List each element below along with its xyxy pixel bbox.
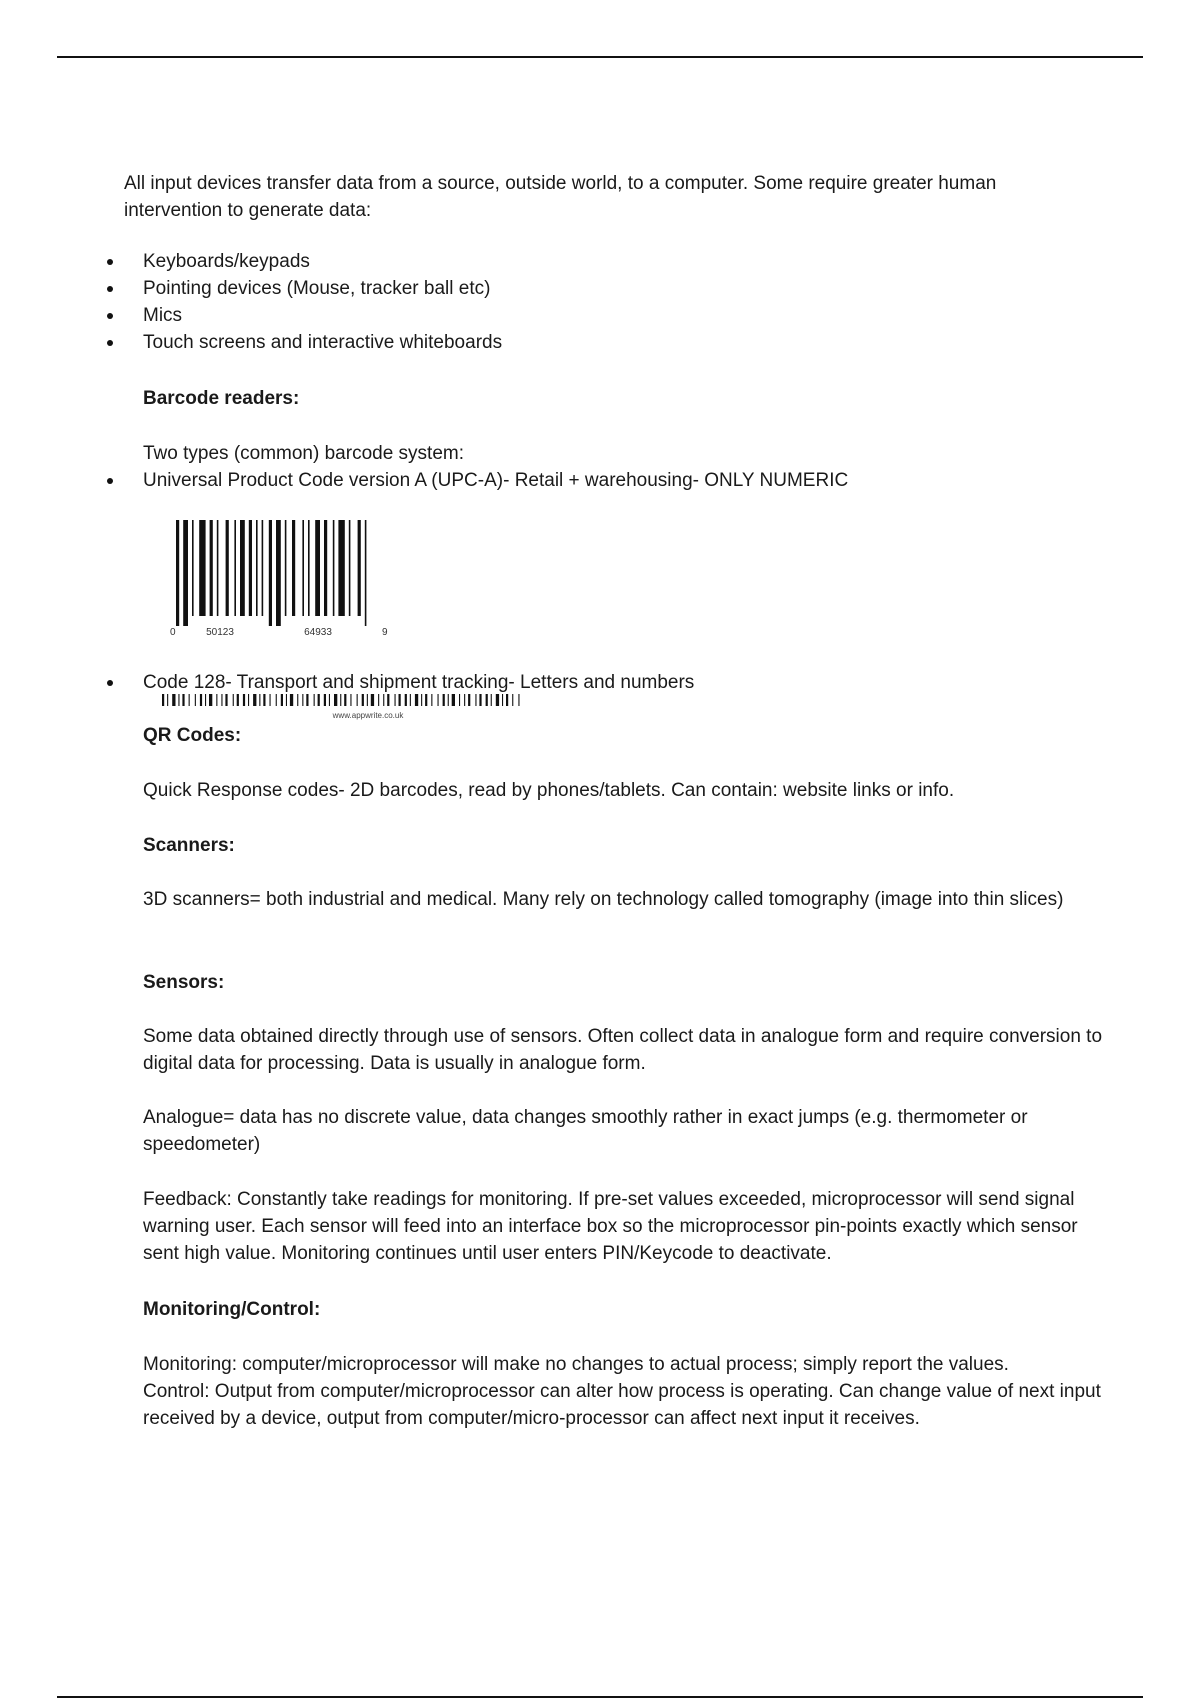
code128-bar — [306, 694, 308, 706]
code128-bar — [216, 694, 217, 706]
upc-bar — [256, 520, 258, 616]
code128-bar — [425, 694, 427, 706]
code128-list — [104, 669, 1104, 696]
code128-bar — [438, 694, 439, 706]
code128-bar — [475, 694, 476, 706]
code128-bar — [297, 694, 298, 706]
code128-bar — [496, 694, 499, 706]
scanners-heading: Scanners: — [143, 835, 235, 856]
upc-bar — [315, 520, 320, 616]
code128-bar — [200, 694, 202, 706]
upc-digit-first: 0 — [170, 627, 176, 638]
upc-bar — [292, 520, 295, 616]
code128-bar — [350, 694, 351, 706]
sensors-text: Some data obtained directly through use of sensors. Often collect data in analogue form and require conversion to digital data for processing. Data is usually in analogue form. — [143, 1026, 1103, 1074]
code128-bar — [172, 694, 175, 706]
upc-bar — [276, 520, 281, 626]
code128-bar — [464, 694, 465, 706]
analogue-text: Analogue= data has no discrete value, data changes smoothly rather in exact jumps (e.g. thermometer or speedometer) — [143, 1107, 1028, 1155]
upc-digits-left: 50123 — [206, 627, 234, 638]
code128-bar — [357, 694, 358, 706]
qr-text: Quick Response codes- 2D barcodes, read by phones/tablets. Can contain: website links or info. — [143, 780, 955, 801]
code128-bar — [281, 694, 283, 706]
upc-bar — [338, 520, 344, 616]
upc-bar — [234, 520, 236, 616]
code128-bar — [367, 694, 368, 706]
code128-barcode-image — [160, 694, 526, 720]
code128-bar — [195, 694, 196, 706]
upc-bar — [199, 520, 205, 616]
upc-list — [104, 467, 1104, 494]
code128-caption: www.appwrite.co.uk — [332, 711, 404, 720]
upc-bullet: Universal Product Code version A (UPC-A)- Retail + warehousing- ONLY NUMERIC — [104, 467, 1104, 494]
code128-bar — [421, 694, 422, 706]
code128-bar — [491, 694, 492, 706]
upc-bar — [262, 520, 264, 616]
code128-bar — [167, 694, 168, 706]
code128-bar — [395, 694, 396, 706]
code128-bar — [302, 694, 303, 706]
upc-digits-right: 64933 — [304, 627, 332, 638]
code128-bar — [340, 694, 341, 706]
upc-bar — [285, 520, 287, 616]
code128-bar — [314, 694, 315, 706]
code128-bar — [518, 694, 519, 706]
upc-bar — [226, 520, 229, 616]
code128-bar — [362, 694, 364, 706]
upc-bar — [308, 520, 310, 616]
monitoring-heading: Monitoring/Control: — [143, 1299, 321, 1320]
code128-bar — [383, 694, 384, 706]
code128-bar — [276, 694, 277, 706]
list-item: Touch screens and interactive whiteboards — [104, 329, 1104, 356]
code128-bar — [502, 694, 503, 706]
upc-bar — [210, 520, 213, 616]
list-item: Mics — [104, 302, 1104, 329]
upc-bar — [192, 520, 194, 616]
code128-bar — [243, 694, 245, 706]
code128-bar — [189, 694, 190, 706]
code128-bar — [270, 694, 271, 706]
code128-bar — [378, 694, 379, 706]
code128-bar — [479, 694, 481, 706]
list-item: Pointing devices (Mouse, tracker ball etc) — [104, 275, 1104, 302]
code128-bar — [225, 694, 227, 706]
code128-bars — [162, 694, 520, 706]
footer-rule — [57, 1696, 1143, 1698]
upc-bar — [358, 520, 361, 616]
code128-bar — [253, 694, 256, 706]
code128-bar — [486, 694, 488, 706]
feedback-text: Feedback: Constantly take readings for monitoring. If pre-set values exceeded, microprocessor will send signal warning user. Each sensor will feed into an interface box so the microprocessor pin-points exactly which sensor sent high value. Monitoring continues until user enters PIN/Keycode to deactivate. — [143, 1189, 1078, 1264]
code128-bar — [443, 694, 445, 706]
barcode-intro: Two types (common) barcode system: — [143, 443, 464, 464]
code128-bar — [178, 694, 179, 706]
code128-bar — [399, 694, 401, 706]
upc-digit-check: 9 — [382, 627, 388, 638]
barcode-heading: Barcode readers: — [143, 388, 300, 409]
code128-bar — [237, 694, 239, 706]
upc-bar — [269, 520, 272, 626]
code128-bullet: Code 128- Transport and shipment tracking- Letters and numbers — [104, 669, 1104, 696]
code128-bar — [448, 694, 449, 706]
qr-heading: QR Codes: — [143, 725, 242, 746]
upc-bar — [365, 520, 367, 626]
code128-bar — [182, 694, 184, 706]
monitoring-text: Monitoring: computer/microprocessor will make no changes to actual process; simply report the values. — [143, 1354, 1009, 1375]
code128-bar — [506, 694, 508, 706]
upc-bar — [217, 520, 219, 616]
code128-bar — [233, 694, 234, 706]
upc-bar — [333, 520, 335, 616]
code128-bar — [405, 694, 407, 706]
code128-bar — [286, 694, 287, 706]
upc-bar — [249, 520, 252, 616]
upc-bar — [349, 520, 351, 616]
code128-bar — [431, 694, 432, 706]
code128-bar — [248, 694, 249, 706]
upc-bar — [324, 520, 327, 616]
code128-bar — [263, 694, 265, 706]
code128-bar — [221, 694, 222, 706]
code128-bar — [209, 694, 212, 706]
code128-bar — [334, 694, 337, 706]
code128-bar — [410, 694, 411, 706]
code128-bar — [387, 694, 389, 706]
control-text: Control: Output from computer/microprocessor can alter how process is operating. Can change value of next input received by a device, output from computer/micro-processor can affect next input it receives. — [143, 1381, 1101, 1429]
upc-bars — [176, 520, 366, 626]
upc-bar — [240, 520, 245, 616]
scanners-text: 3D scanners= both industrial and medical. Many rely on technology called tomography (image into thin slices) — [143, 889, 1064, 910]
code128-bar — [512, 694, 513, 706]
code128-bar — [468, 694, 470, 706]
code128-bar — [459, 694, 460, 706]
code128-bar — [290, 694, 293, 706]
code128-bar — [344, 694, 346, 706]
code128-bar — [452, 694, 455, 706]
code128-bar — [371, 694, 374, 706]
code128-bar — [318, 694, 320, 706]
code128-bar — [205, 694, 206, 706]
input-device-list — [104, 248, 1104, 356]
upc-bar — [302, 520, 304, 616]
header-rule — [57, 56, 1143, 58]
upc-bar — [183, 520, 188, 626]
intro-paragraph: All input devices transfer data from a source, outside world, to a computer. Some require greater human intervention to generate data: — [124, 173, 997, 221]
upc-a-barcode-image — [166, 518, 396, 640]
code128-bar — [259, 694, 260, 706]
code128-bar — [329, 694, 330, 706]
code128-bar — [162, 694, 164, 706]
sensors-heading: Sensors: — [143, 972, 225, 993]
upc-bar — [176, 520, 179, 626]
code128-bar — [415, 694, 418, 706]
code128-bar — [324, 694, 326, 706]
list-item: Keyboards/keypads — [104, 248, 1104, 275]
